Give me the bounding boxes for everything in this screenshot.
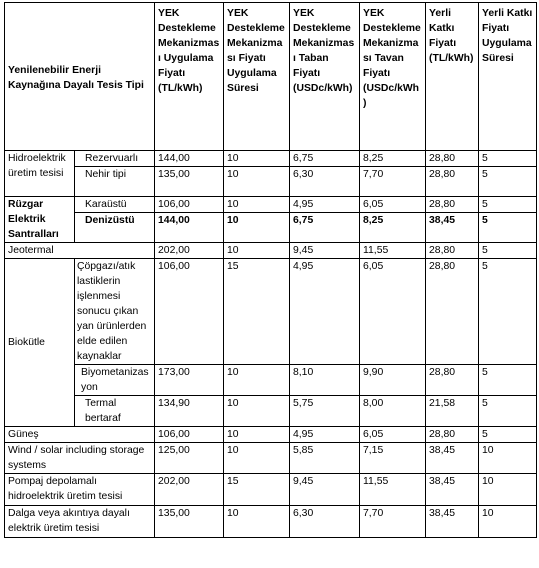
cell: 9,45: [290, 474, 360, 506]
cell: 9,90: [360, 365, 426, 396]
cell: 5: [479, 213, 537, 243]
cell: 7,70: [360, 167, 426, 197]
cell: 28,80: [426, 427, 479, 443]
cell: 5: [479, 427, 537, 443]
cell: 10: [224, 396, 290, 427]
table-row: [5, 427, 537, 443]
header-yerli-katki-suresi: Yerli Katkı Fiyatı Uygulama Süresi: [479, 3, 537, 151]
row-subtype: Denizüstü: [75, 213, 155, 243]
cell: 144,00: [155, 151, 224, 167]
cell: 8,10: [290, 365, 360, 396]
cell: 135,00: [155, 167, 224, 197]
cell: 38,45: [426, 443, 479, 474]
table-row: [5, 259, 537, 365]
table-row: [5, 474, 537, 506]
cell: 8,00: [360, 396, 426, 427]
cell: 10: [479, 443, 537, 474]
table-row: [5, 506, 537, 538]
table-row: [5, 396, 537, 427]
cell: 7,15: [360, 443, 426, 474]
cell: 5: [479, 365, 537, 396]
cell: 125,00: [155, 443, 224, 474]
cell: 134,90: [155, 396, 224, 427]
table-row: [5, 243, 537, 259]
cell: 5: [479, 396, 537, 427]
cell: 6,05: [360, 197, 426, 213]
table-row: [5, 365, 537, 396]
cell: 6,75: [290, 151, 360, 167]
group-label-bio: Biokütle: [5, 259, 75, 427]
header-yerli-katki-fiyati: Yerli Katkı Fiyatı (TL/kWh): [426, 3, 479, 151]
cell: 11,55: [360, 243, 426, 259]
cell: 28,80: [426, 259, 479, 365]
cell: 38,45: [426, 213, 479, 243]
group-label-hydro: Hidroelektrik üretim tesisi: [5, 151, 75, 197]
cell: 8,25: [360, 213, 426, 243]
cell: 6,30: [290, 167, 360, 197]
cell: 202,00: [155, 474, 224, 506]
row-subtype: Karaüstü: [75, 197, 155, 213]
cell: 28,80: [426, 167, 479, 197]
cell: 4,95: [290, 197, 360, 213]
table-row: [5, 197, 537, 213]
cell: 5,85: [290, 443, 360, 474]
cell: 4,95: [290, 259, 360, 365]
cell: 135,00: [155, 506, 224, 538]
cell: 6,75: [290, 213, 360, 243]
cell: 10: [224, 197, 290, 213]
cell: 106,00: [155, 259, 224, 365]
group-label-wind: Rüzgar Elektrik Santralları: [5, 197, 75, 243]
row-subtype: Rezervuarlı: [75, 151, 155, 167]
cell: 10: [224, 151, 290, 167]
cell: 38,45: [426, 506, 479, 538]
row-subtype: Biyometanizasyon: [75, 365, 155, 396]
cell: 10: [224, 167, 290, 197]
header-uygulama-fiyati: YEK Destekleme Mekanizması Uygulama Fiyatı (TL/kWh): [155, 3, 224, 151]
cell: 10: [224, 506, 290, 538]
cell: 28,80: [426, 365, 479, 396]
cell: 21,58: [426, 396, 479, 427]
header-tesis-tipi: Yenilenebilir Enerji Kaynağına Dayalı Tesis Tipi: [5, 3, 155, 151]
row-label: Wind / solar including storage systems: [5, 443, 155, 474]
cell: 5: [479, 243, 537, 259]
cell: 11,55: [360, 474, 426, 506]
table-row: [5, 213, 537, 243]
cell: 5: [479, 167, 537, 197]
cell: 10: [479, 474, 537, 506]
cell: 7,70: [360, 506, 426, 538]
cell: 4,95: [290, 427, 360, 443]
cell: 6,30: [290, 506, 360, 538]
cell: 8,25: [360, 151, 426, 167]
cell: 106,00: [155, 427, 224, 443]
cell: 106,00: [155, 197, 224, 213]
cell: 173,00: [155, 365, 224, 396]
header-taban-fiyati: YEK Destekleme Mekanizması Taban Fiyatı (USDc/kWh): [290, 3, 360, 151]
cell: 5: [479, 197, 537, 213]
table-row: [5, 167, 537, 197]
cell: 6,05: [360, 427, 426, 443]
cell: 15: [224, 259, 290, 365]
row-subtype: Çöpgazı/atık lastiklerin işlenmesi sonucu çıkan yan ürünlerden elde edilen kaynaklar: [75, 259, 155, 365]
row-label: Güneş: [5, 427, 155, 443]
cell: 9,45: [290, 243, 360, 259]
cell: 28,80: [426, 243, 479, 259]
cell: 10: [224, 365, 290, 396]
header-row: [5, 3, 537, 151]
table-row: [5, 151, 537, 167]
row-subtype: Nehir tipi: [75, 167, 155, 197]
cell: 5,75: [290, 396, 360, 427]
cell: 10: [224, 443, 290, 474]
row-label: Dalga veya akıntıya dayalı elektrik üretim tesisi: [5, 506, 155, 538]
header-tavan-fiyati: YEK Destekleme Mekanizması Tavan Fiyatı (USDc/kWh): [360, 3, 426, 151]
tariff-table: [4, 2, 537, 538]
cell: 5: [479, 151, 537, 167]
cell: 10: [479, 506, 537, 538]
cell: 28,80: [426, 151, 479, 167]
cell: 5: [479, 259, 537, 365]
cell: 28,80: [426, 197, 479, 213]
cell: 10: [224, 427, 290, 443]
cell: 38,45: [426, 474, 479, 506]
row-label: Jeotermal: [5, 243, 155, 259]
cell: 10: [224, 243, 290, 259]
row-subtype: Termal bertaraf: [75, 396, 155, 427]
header-uygulama-suresi: YEK Destekleme Mekanizması Fiyatı Uygulama Süresi: [224, 3, 290, 151]
row-label: Pompaj depolamalı hidroelektrik üretim tesisi: [5, 474, 155, 506]
table-row: [5, 443, 537, 474]
cell: 15: [224, 474, 290, 506]
cell: 6,05: [360, 259, 426, 365]
cell: 144,00: [155, 213, 224, 243]
cell: 202,00: [155, 243, 224, 259]
cell: 10: [224, 213, 290, 243]
